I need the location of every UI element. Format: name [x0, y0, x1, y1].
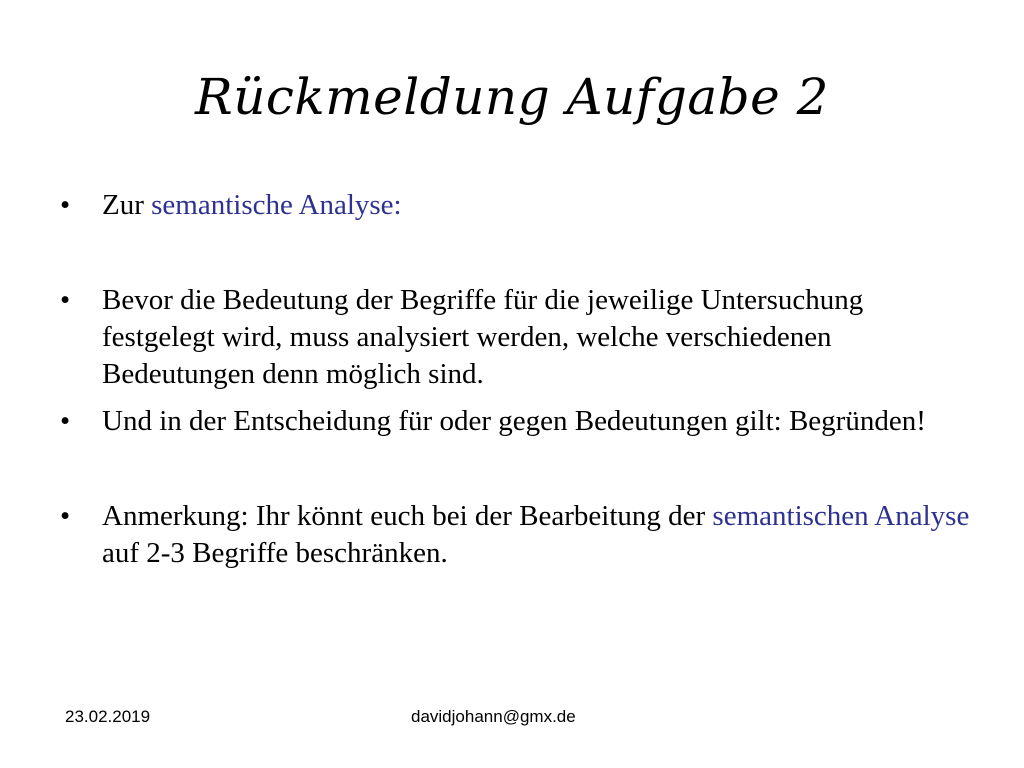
- slide-title: Rückmeldung Aufgabe 2: [195, 68, 829, 126]
- bullet-text: auf 2-3 Begriffe beschränken.: [102, 537, 448, 569]
- bullet-icon: •: [60, 284, 71, 316]
- bullet-text-highlight: semantischen Analyse: [712, 500, 970, 532]
- bullet-item: [60, 187, 980, 224]
- bullet-text: Und in der Entscheidung für oder gegen Bedeutungen gilt: Begründen!: [102, 405, 926, 437]
- bullet-text: Anmerkung: Ihr könnt euch bei der Bearbeitung der: [102, 500, 713, 532]
- footer-date: 23.02.2019: [65, 707, 151, 726]
- bullet-item: [60, 282, 980, 393]
- bullet-icon: •: [60, 405, 71, 437]
- bullet-text: Bevor die Bedeutung der Begriffe für die jeweilige Untersuchung festgelegt wird, muss analysiert werden, welche verschiedenen Bedeutungen denn möglich sind.: [102, 284, 864, 390]
- bullet-item: [60, 498, 980, 572]
- bullet-icon: •: [60, 189, 71, 221]
- bullet-list: [60, 187, 980, 572]
- bullet-item: [60, 403, 980, 440]
- bullet-icon: •: [60, 500, 71, 532]
- bullet-text-highlight: semantische Analyse:: [151, 189, 402, 221]
- footer-email: davidjohann@gmx.de: [411, 707, 576, 726]
- bullet-text: Zur: [102, 189, 152, 221]
